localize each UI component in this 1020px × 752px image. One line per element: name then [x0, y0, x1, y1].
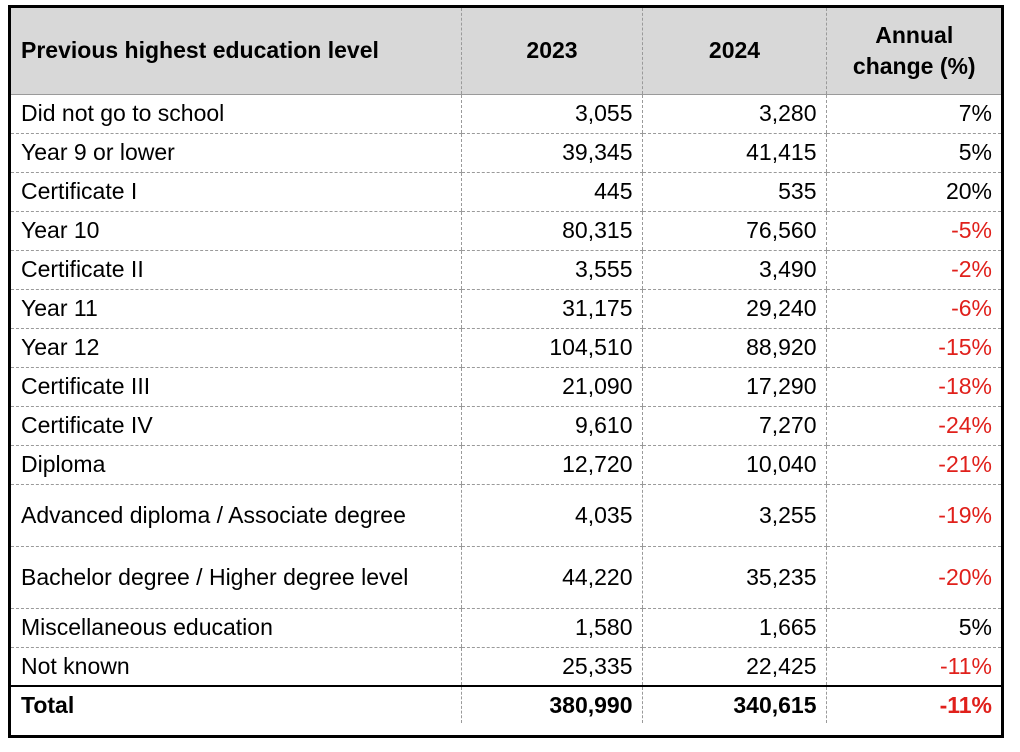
table-row [11, 484, 1001, 546]
total-label: Total [11, 686, 461, 723]
cell-2024-value: 29,240 [642, 289, 826, 328]
table-row [11, 289, 1001, 328]
cell-education-level: Bachelor degree / Higher degree level [11, 546, 461, 608]
cell-2024-value: 17,290 [642, 367, 826, 406]
cell-annual-change: 5% [826, 608, 1001, 647]
cell-2023-value: 25,335 [461, 647, 642, 686]
cell-2024-value: 76,560 [642, 211, 826, 250]
education-table-frame [8, 5, 1004, 738]
cell-annual-change: -6% [826, 289, 1001, 328]
cell-2023-value: 445 [461, 172, 642, 211]
cell-education-level: Certificate III [11, 367, 461, 406]
cell-education-level: Year 12 [11, 328, 461, 367]
cell-annual-change: -19% [826, 484, 1001, 546]
table-row [11, 172, 1001, 211]
cell-education-level: Miscellaneous education [11, 608, 461, 647]
table-row [11, 546, 1001, 608]
cell-2024-value: 88,920 [642, 328, 826, 367]
education-table [11, 8, 1001, 723]
cell-2024-value: 41,415 [642, 133, 826, 172]
table-row [11, 133, 1001, 172]
cell-annual-change: -11% [826, 647, 1001, 686]
cell-education-level: Certificate II [11, 250, 461, 289]
header-2023: 2023 [461, 8, 642, 94]
cell-annual-change: -20% [826, 546, 1001, 608]
header-annual-change-line1: Annual [875, 21, 954, 48]
cell-education-level: Year 10 [11, 211, 461, 250]
cell-2024-value: 3,280 [642, 94, 826, 133]
table-row [11, 94, 1001, 133]
cell-education-level: Year 9 or lower [11, 133, 461, 172]
table-row [11, 211, 1001, 250]
cell-education-level: Certificate IV [11, 406, 461, 445]
cell-annual-change: 20% [826, 172, 1001, 211]
table-row [11, 445, 1001, 484]
cell-education-level: Certificate I [11, 172, 461, 211]
total-2023-value: 380,990 [461, 686, 642, 723]
cell-2023-value: 1,580 [461, 608, 642, 647]
cell-annual-change: 7% [826, 94, 1001, 133]
cell-annual-change: -24% [826, 406, 1001, 445]
header-annual-change [826, 8, 1001, 94]
cell-2023-value: 9,610 [461, 406, 642, 445]
table-row [11, 608, 1001, 647]
cell-2024-value: 3,255 [642, 484, 826, 546]
cell-2023-value: 39,345 [461, 133, 642, 172]
cell-education-level: Not known [11, 647, 461, 686]
table-row [11, 406, 1001, 445]
cell-2024-value: 1,665 [642, 608, 826, 647]
table-row [11, 367, 1001, 406]
cell-2024-value: 10,040 [642, 445, 826, 484]
cell-annual-change: -18% [826, 367, 1001, 406]
cell-2023-value: 4,035 [461, 484, 642, 546]
cell-2024-value: 535 [642, 172, 826, 211]
cell-2023-value: 3,555 [461, 250, 642, 289]
cell-2023-value: 31,175 [461, 289, 642, 328]
table-row [11, 647, 1001, 686]
cell-2023-value: 80,315 [461, 211, 642, 250]
cell-2024-value: 7,270 [642, 406, 826, 445]
cell-education-level: Diploma [11, 445, 461, 484]
header-annual-change-line2: change (%) [852, 52, 976, 79]
cell-2023-value: 44,220 [461, 546, 642, 608]
cell-education-level: Did not go to school [11, 94, 461, 133]
cell-annual-change: -15% [826, 328, 1001, 367]
cell-2024-value: 3,490 [642, 250, 826, 289]
cell-2023-value: 104,510 [461, 328, 642, 367]
cell-2023-value: 3,055 [461, 94, 642, 133]
cell-education-level: Advanced diploma / Associate degree [11, 484, 461, 546]
total-annual-change: -11% [826, 686, 1001, 723]
cell-2024-value: 22,425 [642, 647, 826, 686]
cell-2023-value: 12,720 [461, 445, 642, 484]
total-2024-value: 340,615 [642, 686, 826, 723]
table-row [11, 328, 1001, 367]
cell-annual-change: -5% [826, 211, 1001, 250]
cell-2023-value: 21,090 [461, 367, 642, 406]
table-total-row [11, 686, 1001, 723]
cell-education-level: Year 11 [11, 289, 461, 328]
header-education-level: Previous highest education level [11, 8, 461, 94]
table-row [11, 250, 1001, 289]
table-header-row [11, 8, 1001, 94]
cell-annual-change: -21% [826, 445, 1001, 484]
header-2024: 2024 [642, 8, 826, 94]
cell-annual-change: -2% [826, 250, 1001, 289]
cell-annual-change: 5% [826, 133, 1001, 172]
cell-2024-value: 35,235 [642, 546, 826, 608]
table-body [11, 94, 1001, 723]
